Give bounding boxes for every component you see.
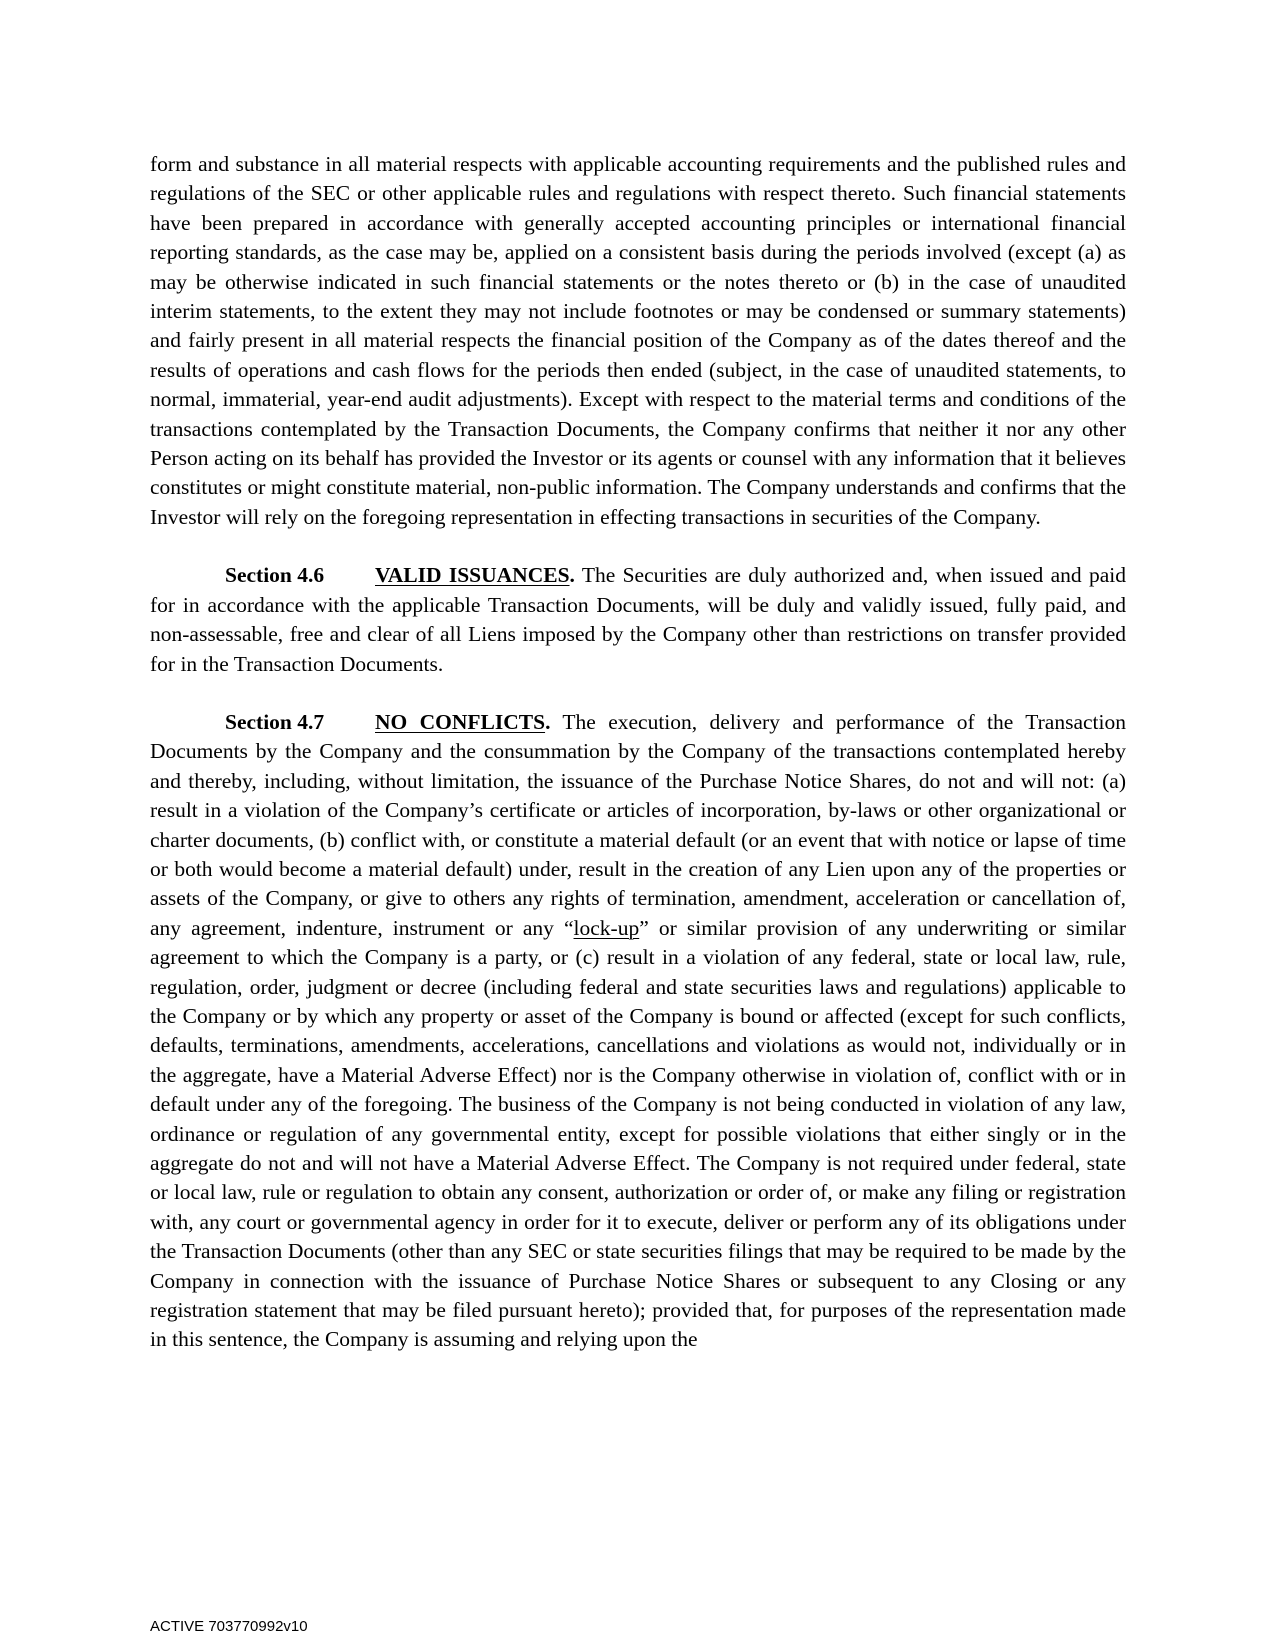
section-4-7-title: NO CONFLICTS	[375, 709, 546, 734]
section-4-6-title-period: .	[569, 563, 575, 588]
section-4-6-title: VALID ISSUANCES	[375, 563, 570, 588]
document-page	[150, 150, 1126, 1355]
section-4-7-paragraph	[150, 708, 1126, 1355]
section-4-6-text: The Securities are duly authorized and, when issued and paid for in accordance with the applicable Transaction Documents, will be duly and validly issued, fully paid, and non-assessable, free and clear of all Liens imposed by the Company other than restrictions on transfer provided for in the Transaction Documents.	[150, 563, 1126, 676]
section-4-6-paragraph	[150, 561, 1126, 679]
footer-doc-id: ACTIVE 703770992v10	[150, 1618, 308, 1635]
section-4-7-text-before: The execution, delivery and performance of the Transaction Documents by the Company and the consummation by the Company of the transactions contemplated hereby and thereby, including, without limitation, the issuance of the Purchase Notice Shares, do not and will not: (a) result in a violation of the Company’s certificate or articles of incorporation, by-laws or other organizational or charter documents, (b) conflict with, or constitute a material default (or an event that with notice or lapse of time or both would become a material default) under, result in the creation of any Lien upon any of the properties or assets of the Company, or give to others any rights of termination, amendment, acceleration or cancellation of, any agreement, indenture, instrument or any “	[150, 709, 1126, 940]
lock-up-term: lock-up	[573, 915, 640, 940]
body-paragraph: form and substance in all material respects with applicable accounting requirements and the published rules and regulations of the SEC or other applicable rules and regulations with respect thereto. Such financial statements have been prepared in accordance with generally accepted accounting principles or international financial reporting standards, as the case may be, applied on a consistent basis during the periods involved (except (a) as may be otherwise indicated in such financial statements or the notes thereto or (b) in the case of unaudited interim statements, to the extent they may not include footnotes or may be condensed or summary statements) and fairly present in all material respects the financial position of the Company as of the dates thereof and the results of operations and cash flows for the periods then ended (subject, in the case of unaudited statements, to normal, immaterial, year-end audit adjustments). Except with respect to the material terms and conditions of the transactions contemplated by the Transaction Documents, the Company confirms that neither it nor any other Person acting on its behalf has provided the Investor or its agents or counsel with any information that it believes constitutes or might constitute material, non-public information. The Company understands and confirms that the Investor will rely on the foregoing representation in effecting transactions in securities of the Company.	[150, 152, 1126, 529]
section-4-7-text-after: ” or similar provision of any underwriting or similar agreement to which the Company is a party, or (c) result in a violation of any federal, state or local law, rule, regulation, order, judgment or decree (including federal and state securities laws and regulations) applicable to the Company or by which any property or asset of the Company is bound or affected (except for such conflicts, defaults, terminations, amendments, accelerations, cancellations and violations as would not, individually or in the aggregate, have a Material Adverse Effect) nor is the Company otherwise in violation of, conflict with or in default under any of the foregoing. The business of the Company is not being conducted in violation of any law, ordinance or regulation of any governmental entity, except for possible violations that either singly or in the aggregate do not and will not have a Material Adverse Effect. The Company is not required under federal, state or local law, rule or regulation to obtain any consent, authorization or order of, or make any filing or registration with, any court or governmental agency in order for it to execute, deliver or perform any of its obligations under the Transaction Documents (other than any SEC or state securities filings that may be required to be made by the Company in connection with the issuance of Purchase Notice Shares or subsequent to any Closing or any registration statement that may be filed pursuant hereto); provided that, for purposes of the representation made in this sentence, the Company is assuming and relying upon the	[150, 915, 1126, 1352]
section-4-7-label: Section 4.7	[225, 709, 325, 734]
section-4-7-title-period: .	[545, 709, 551, 734]
section-4-6-label: Section 4.6	[225, 563, 325, 588]
